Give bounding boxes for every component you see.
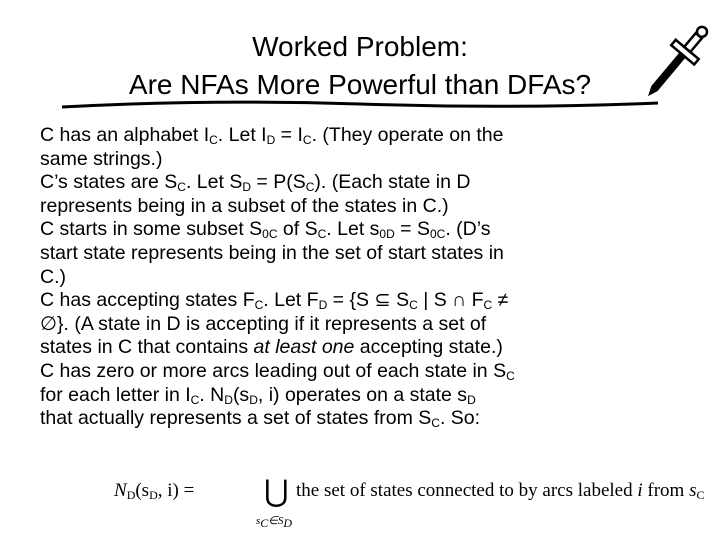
- union-subscript: $s_C\in S_D$: [256, 515, 293, 530]
- bullet-accepting-states: C has accepting states $F_C$. Let $F_D = \{S$ ⊆ $S_C$ | S ∩ $F_C$ ≠ ∅}. (A state in D is accepting if it represents a set of states in C that contains at least one accepting state.): [40, 289, 509, 359]
- bullet-arcs: C has zero or more arcs leading out of each state in $S_C$ for each letter in $I_C$. $N_D(s_D$, i) operates on a state $s_D$ that actually represents a set of states from $S_C$. So:: [40, 359, 515, 431]
- formula-rhs: the set of states connected to by arcs labeled i from $s_C$: [296, 480, 705, 502]
- slide-title: [40, 28, 680, 104]
- bullet-states: C’s states are $S_C$. Let $S_D = P(S_C)$. (Each state in D represents being in a subset of the states in C.): [40, 171, 471, 217]
- sword-icon: [640, 14, 710, 114]
- bullet-list: [40, 124, 680, 431]
- title-line-2: Are NFAs More Powerful than DFAs?: [128, 69, 592, 100]
- union-symbol: ⋃: [264, 475, 289, 508]
- formula-lhs: $N_D(s_D$, i) =: [114, 480, 195, 502]
- transition-formula: [114, 475, 714, 538]
- bullet-start-state: C starts in some subset $S_{0C}$ of $S_C$. Let $s_{0D} = S_{0C}$. (D’s start state represents being in the set of start states in C.): [40, 218, 504, 288]
- title-line-1: Worked Problem:: [252, 31, 468, 62]
- title-underline: [60, 98, 660, 112]
- bullet-alphabet: C has an alphabet $I_C$. Let $I_D = I_C$. (They operate on the same strings.): [40, 124, 504, 170]
